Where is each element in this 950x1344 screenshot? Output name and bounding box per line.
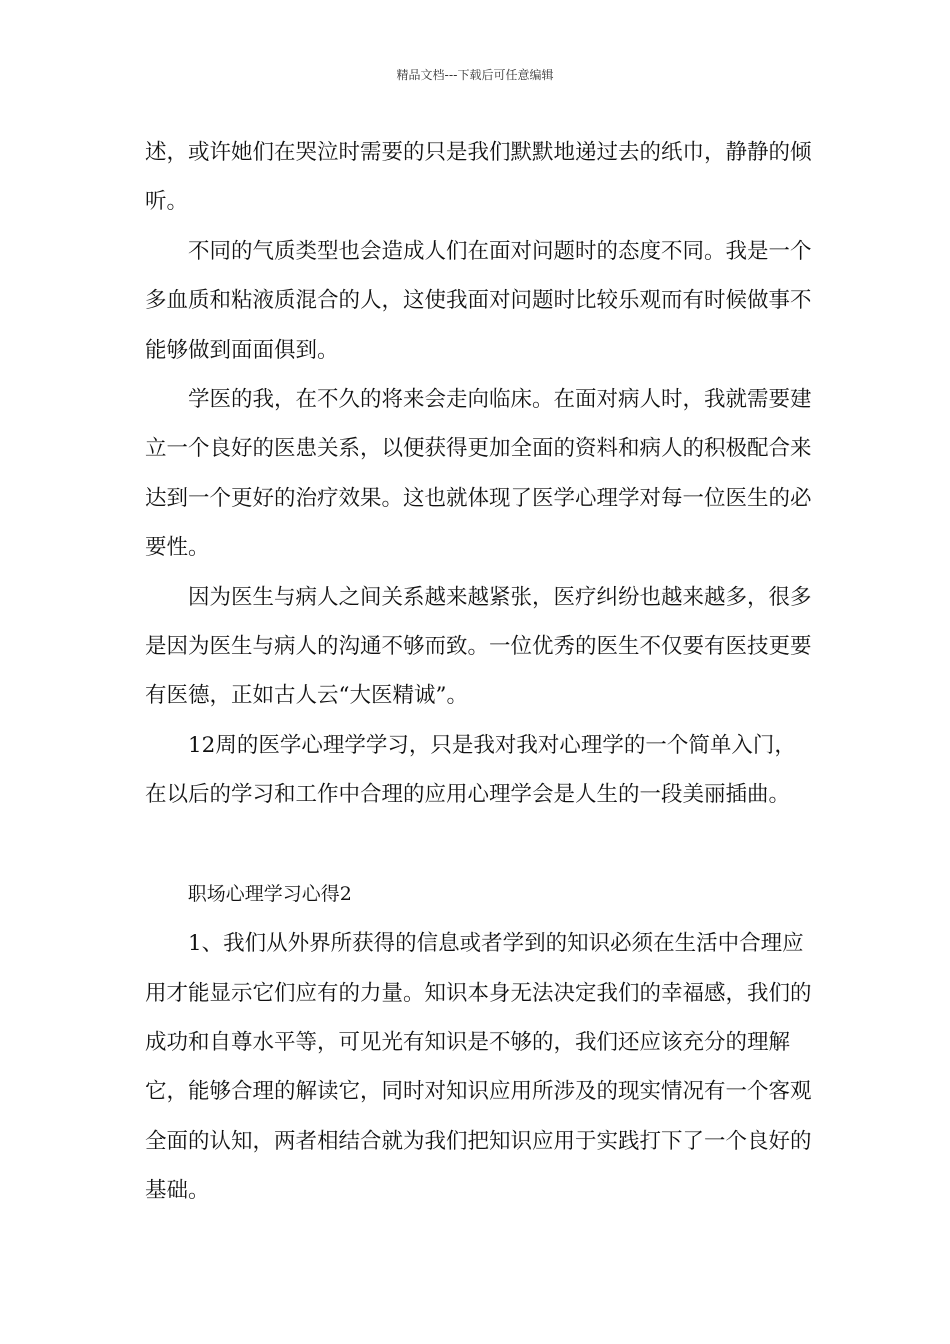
paragraph-continuation: 述，或许她们在哭泣时需要的只是我们默默地递过去的纸巾，静静的倾听。 [145, 140, 812, 215]
paragraph-section-1: 1、我们从外界所获得的信息或者学到的知识必须在生活中合理应用才能显示它们应有的力量。知识本身无法决定我们的幸福感，我们的成功和自尊水平等，可见光有知识是不够的，我们还应该充分的理解它，能够合理的解读它，同时对知识应用所涉及的现实情况有一个客观全面的认知，两者相结合就为我们把知识应用于实践打下了一个良好的基础。 [145, 931, 812, 1204]
page-header: 精品文档---下载后可任意编辑 [396, 68, 554, 82]
paragraph-course-summary: 12周的医学心理学学习，只是我对我对心理学的一个简单入门，在以后的学习和工作中合理的应用心理学会是人生的一段美丽插曲。 [145, 732, 796, 808]
paragraph-temperament: 不同的气质类型也会造成人们在面对问题时的态度不同。我是一个多血质和粘液质混合的人，这使我面对问题时比较乐观而有时候做事不能够做到面面俱到。 [145, 238, 812, 363]
paragraph-doctor-patient: 因为医生与病人之间关系越来越紧张，医疗纠纷也越来越多，很多是因为医生与病人的沟通不够而致。一位优秀的医生不仅要有医技更要有医德，正如古人云“大医精诚”。 [145, 584, 812, 709]
paragraph-medical-study: 学医的我，在不久的将来会走向临床。在面对病人时，我就需要建立一个良好的医患关系，以便获得更加全面的资料和病人的积极配合来达到一个更好的治疗效果。这也就体现了医学心理学对每一位医生的必要性。 [145, 387, 812, 561]
section-title: 职场心理学习心得2 [187, 882, 352, 905]
document-body [145, 128, 815, 1216]
